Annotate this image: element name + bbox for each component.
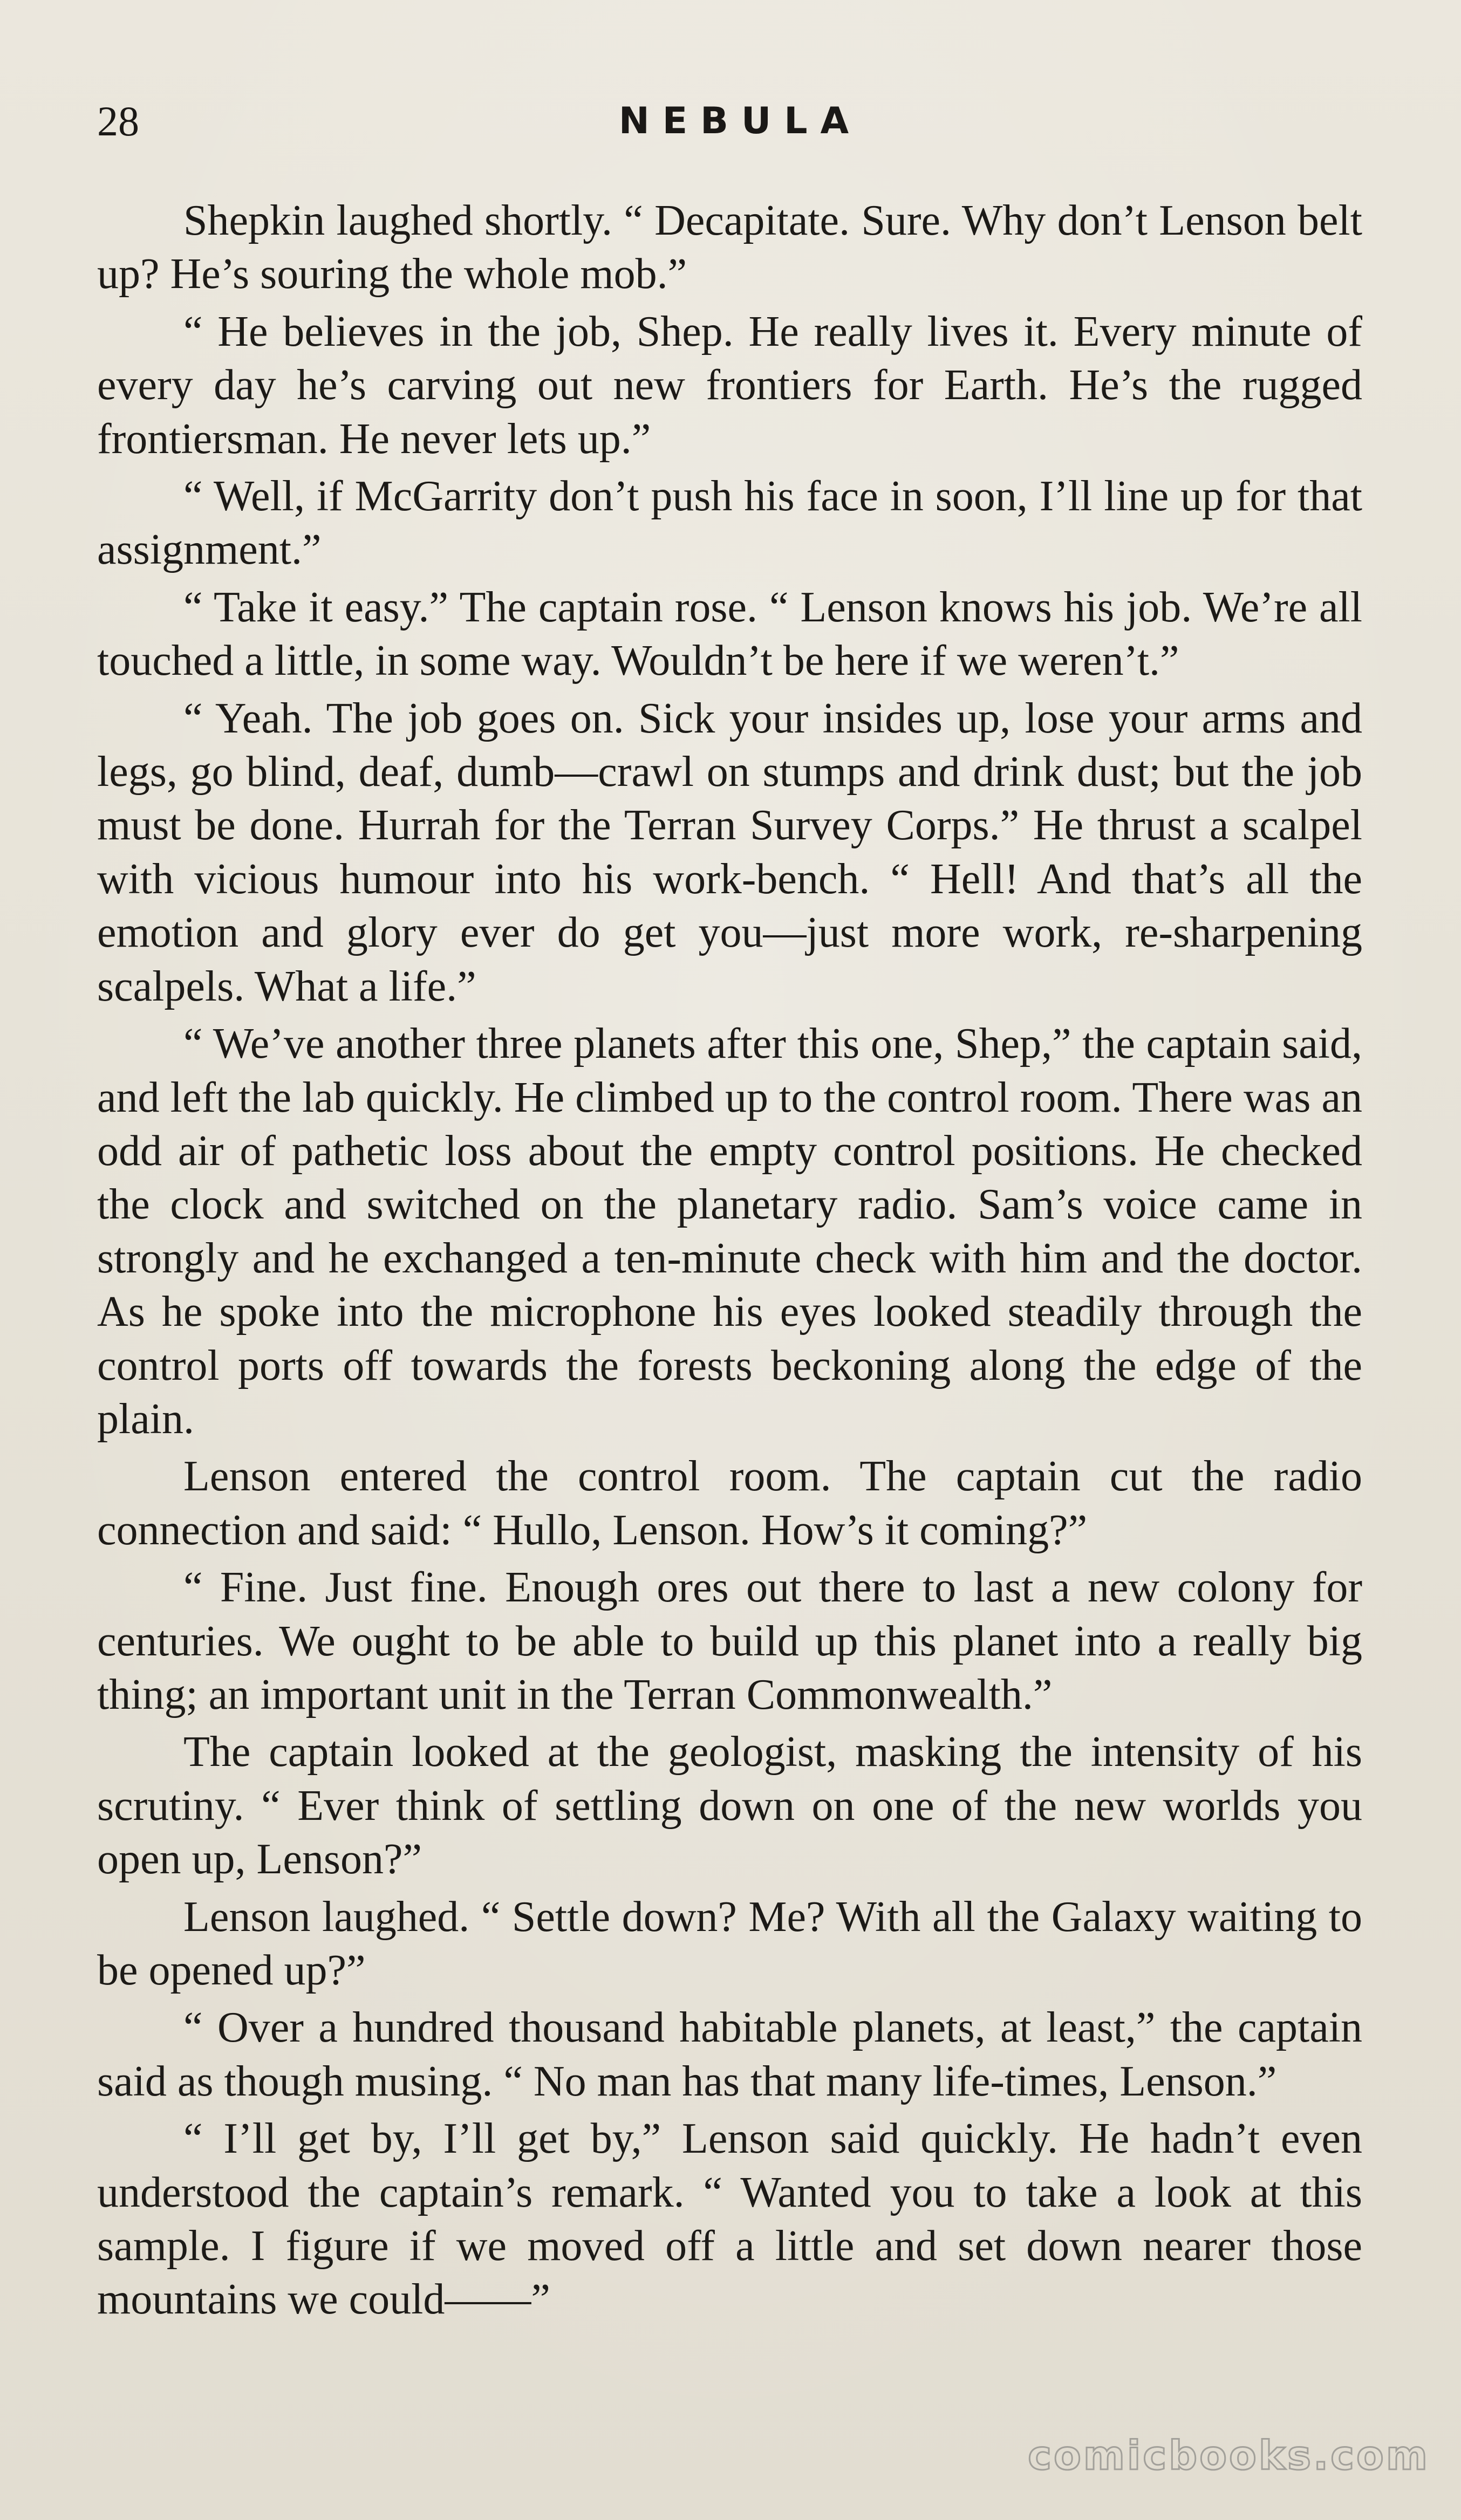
paragraph: “ Yeah. The job goes on. Sick your insides up, lose your arms and legs, go blind, deaf, dumb—crawl on stumps and drink dust; but the job must be done. Hurrah for the Terran Survey Corps.” He thrust a scalpel with vicious humour into his work-bench. “ Hell! And that’s all the emotion and glory ever do get you—just more work, re-sharpening scalpels. What a life.” <box>97 694 1362 1010</box>
paragraph: “ He believes in the job, Shep. He really lives it. Every minute of every day he’s carving out new frontiers for Earth. He’s the rugged frontiersman. He never lets up.” <box>97 307 1362 463</box>
page-header <box>97 92 1370 156</box>
story-body <box>97 194 1362 2327</box>
paragraph: Lenson entered the control room. The captain cut the radio connection and said: “ Hullo, Lenson. How’s it coming?” <box>97 1453 1362 1554</box>
paragraph: “ I’ll get by, I’ll get by,” Lenson said quickly. He hadn’t even understood the captain’s remark. “ Wanted you to take a look at this sample. I figure if we moved off a little and set down nearer those mountains we could——” <box>97 2115 1362 2324</box>
page-number: 28 <box>97 98 139 145</box>
paragraph: “ Well, if McGarrity don’t push his face in soon, I’ll line up for that assignment.” <box>97 472 1362 574</box>
paragraph: “ Fine. Just fine. Enough ores out there to last a new colony for centuries. We ought to be able to build up this planet into a really big thing; an important unit in the Terran Commonwealth.” <box>97 1564 1362 1718</box>
running-head-title: NEBULA <box>618 100 862 142</box>
paragraph: Shepkin laughed shortly. “ Decapitate. Sure. Why don’t Lenson belt up? He’s souring the whole mob.” <box>97 197 1362 298</box>
paragraph: “ Take it easy.” The captain rose. “ Lenson knows his job. We’re all touched a little, in some way. Wouldn’t be here if we weren’t.” <box>97 583 1362 685</box>
paragraph: Lenson laughed. “ Settle down? Me? With all the Galaxy waiting to be opened up?” <box>97 1893 1362 1994</box>
paragraph: “ We’ve another three planets after this one, Shep,” the captain said, and left the lab quickly. He climbed up to the control room. There was an odd air of pathetic loss about the empty control positions. He checked the clock and switched on the planetary radio. Sam’s voice came in strongly and he exchanged a ten-minute check with him and the doctor. As he spoke into the microphone his eyes looked steadily through the control ports off towards the forests beckoning along the edge of the plain. <box>97 1020 1362 1443</box>
paragraph: “ Over a hundred thousand habitable planets, at least,” the captain said as though musing. “ No man has that many life-times, Lenson.” <box>97 2004 1362 2105</box>
paragraph: The captain looked at the geologist, masking the intensity of his scrutiny. “ Ever think of settling down on one of the new worlds you open up, Lenson?” <box>97 1728 1362 1884</box>
watermark: comicbooks.com <box>1028 2433 1430 2479</box>
